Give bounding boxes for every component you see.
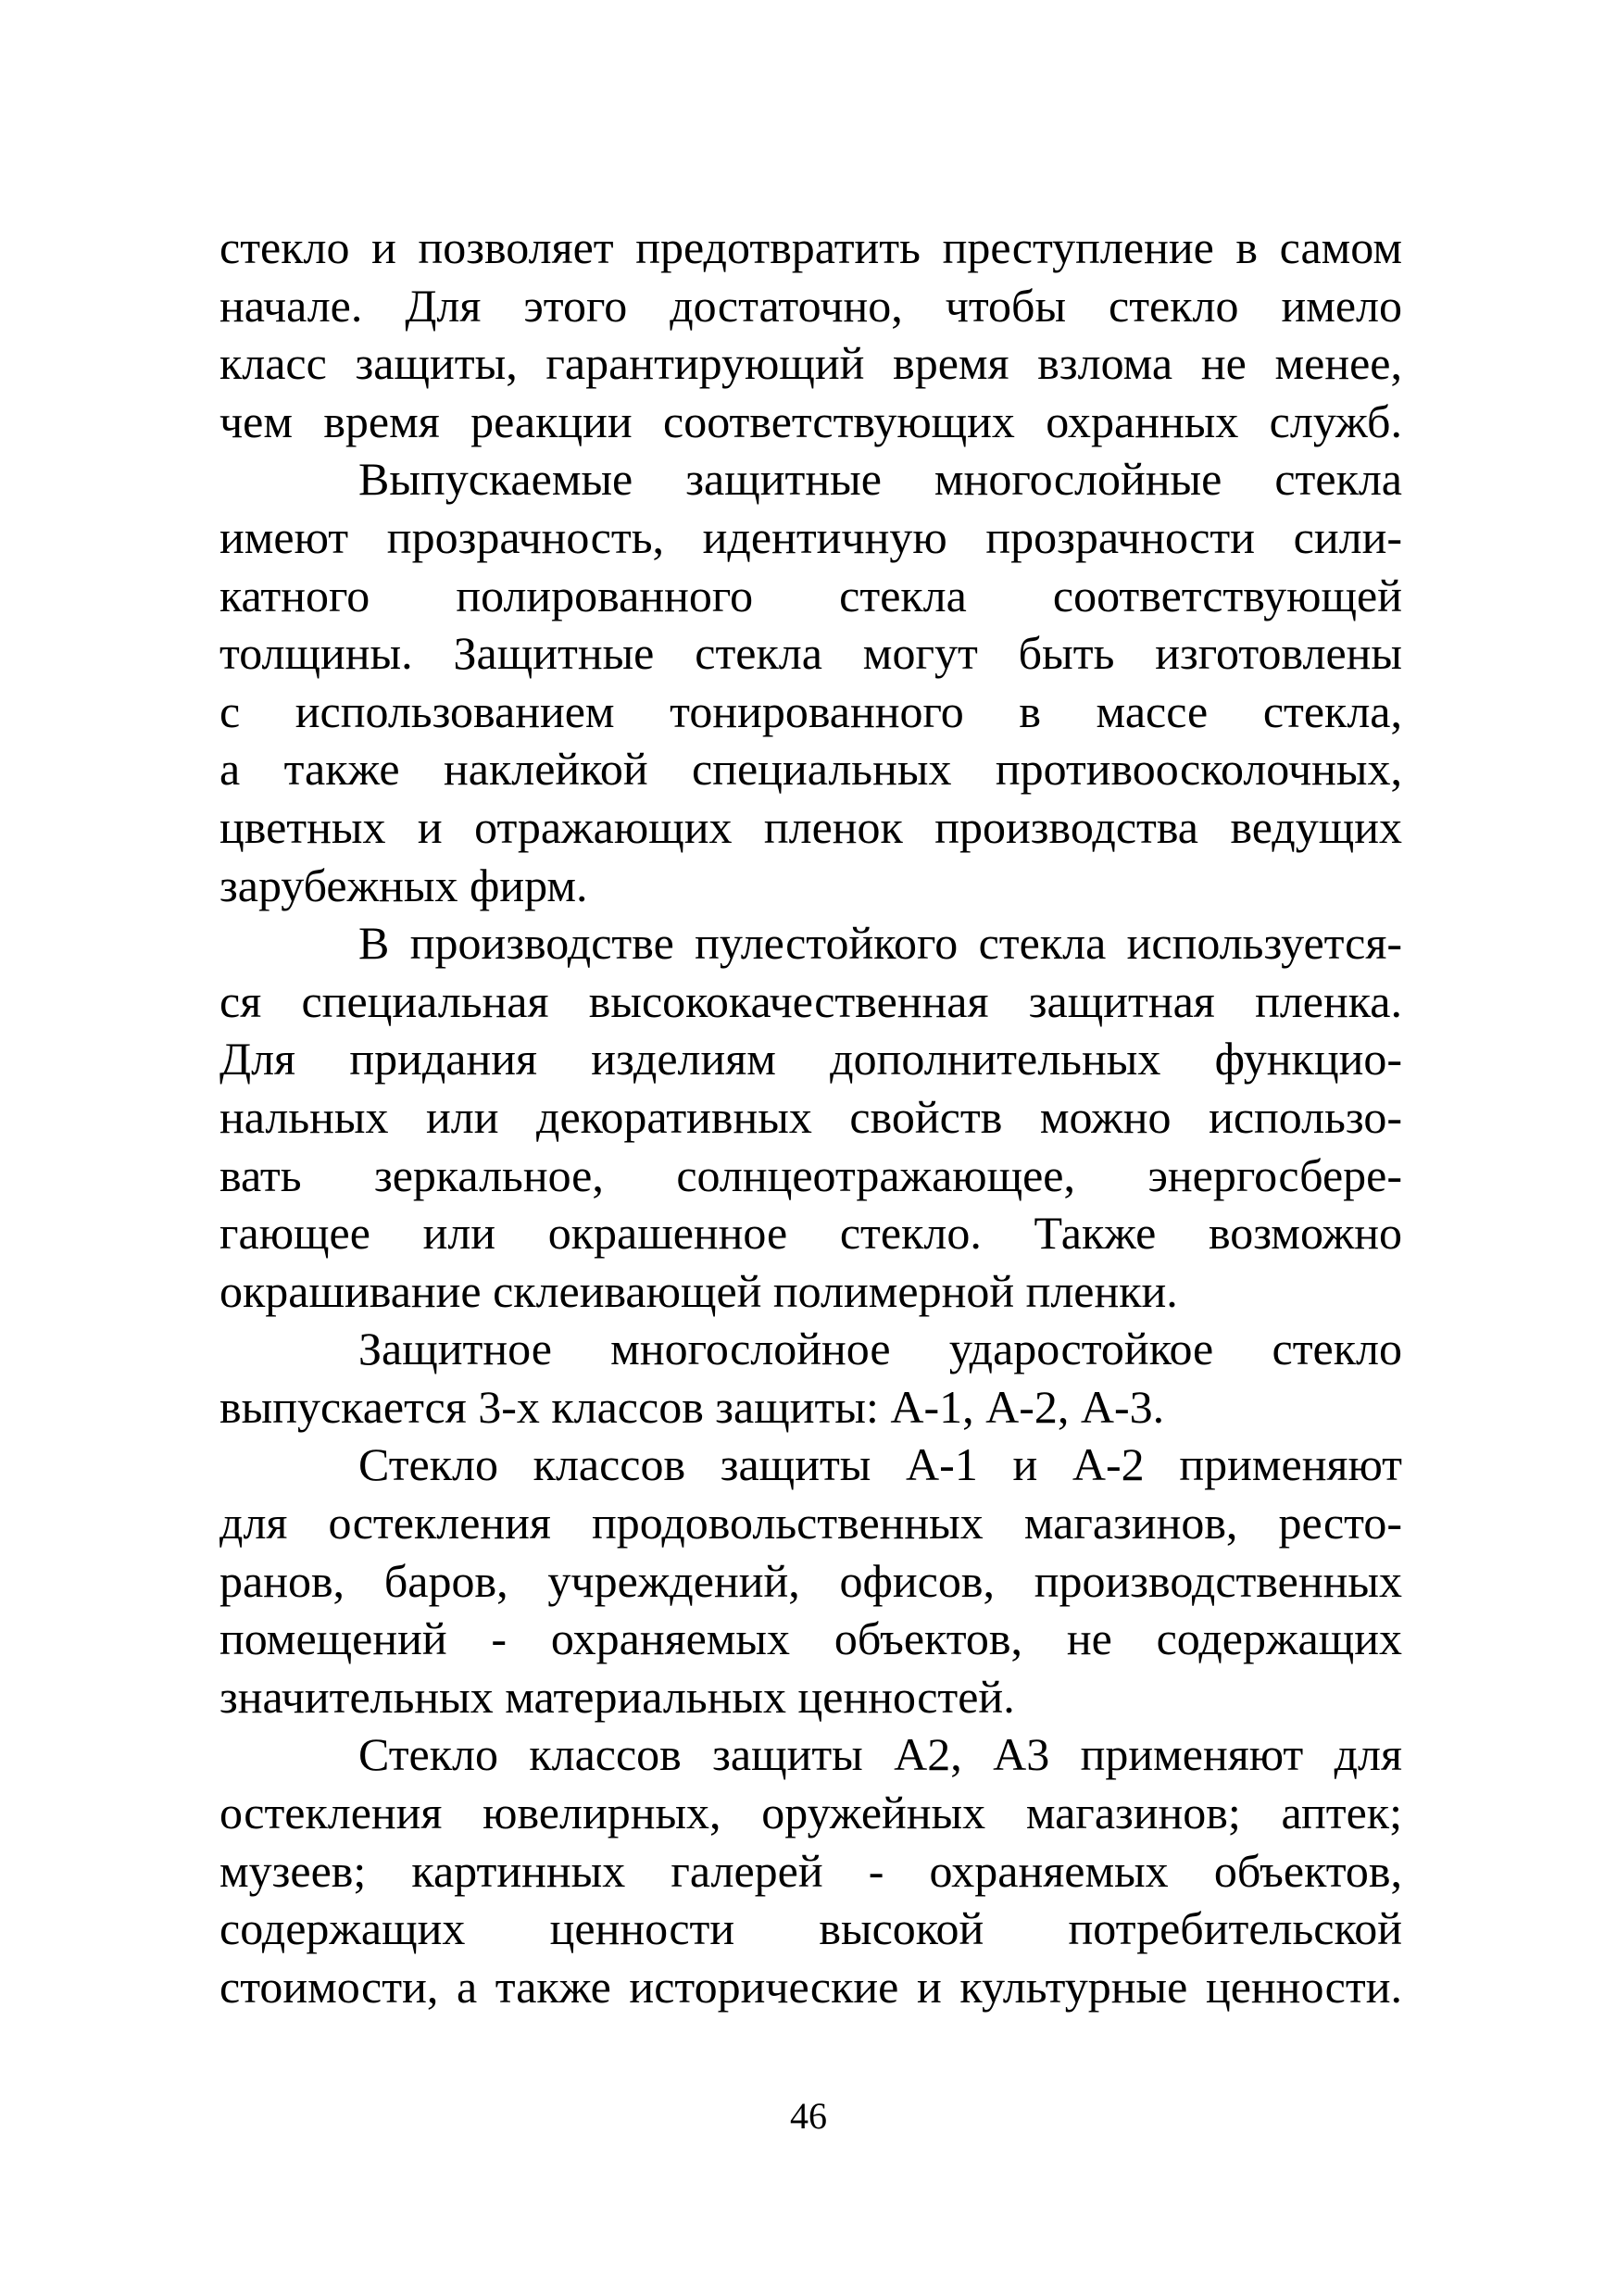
text-line: Выпускаемые защитные многослойные стекла bbox=[358, 453, 1402, 506]
body-text bbox=[219, 219, 1402, 2015]
text-line: гающее или окрашенное стекло. Также возможно bbox=[219, 1207, 1402, 1260]
text-line: цветных и отражающих пленок производства ведущих bbox=[219, 800, 1402, 853]
text-line: для остекления продовольственных магазинов, ресто- bbox=[219, 1497, 1402, 1549]
text-line: Стекло классов защиты А2, А3 применяют для bbox=[358, 1728, 1402, 1781]
text-line: стоимости, а также исторические и культурные ценности. bbox=[219, 1960, 1402, 2013]
text-line: толщины. Защитные стекла могут быть изготовлены bbox=[219, 627, 1402, 680]
text-line: Для придания изделиям дополнительных функцио- bbox=[219, 1033, 1402, 1085]
text-line: музеев; картинных галерей - охраняемых объектов, bbox=[219, 1844, 1402, 1897]
text-line: содержащих ценности высокой потребительской bbox=[219, 1902, 1402, 1955]
text-line: катного полированного стекла соответствующей bbox=[219, 569, 1402, 621]
text-line: Защитное многослойное ударостойкое стекло bbox=[358, 1323, 1402, 1375]
text-line: вать зеркальное, солнцеотражающее, энергосбере- bbox=[219, 1148, 1402, 1201]
text-line: начале. Для этого достаточно, чтобы стекло имело bbox=[219, 279, 1402, 332]
text-line: выпускается 3-х классов защиты: А-1, А-2, А-3. bbox=[219, 1380, 1165, 1433]
text-line: а также наклейкой специальных противоосколочных, bbox=[219, 743, 1402, 796]
text-line: класс защиты, гарантирующий время взлома не менее, bbox=[219, 337, 1402, 390]
text-line: чем время реакции соответствующих охранных служб. bbox=[219, 395, 1402, 447]
text-line: Стекло классов защиты А-1 и А-2 применяют bbox=[358, 1438, 1402, 1491]
text-line: стекло и позволяет предотвратить преступление в самом bbox=[219, 221, 1402, 273]
text-line: нальных или декоративных свойств можно использо- bbox=[219, 1090, 1402, 1143]
text-line: ранов, баров, учреждений, офисов, производственных bbox=[219, 1554, 1402, 1607]
text-line: окрашивание склеивающей полимерной пленки. bbox=[219, 1264, 1178, 1317]
text-line: остекления ювелирных, оружейных магазинов; аптек; bbox=[219, 1787, 1402, 1839]
page-number: 46 bbox=[790, 2095, 827, 2137]
text-line: В производстве пулестойкого стекла используется- bbox=[358, 917, 1402, 970]
text-line: имеют прозрачность, идентичную прозрачности сили- bbox=[219, 510, 1402, 563]
text-line: значительных материальных ценностей. bbox=[219, 1670, 1015, 1723]
text-line: с использованием тонированного в массе стекла, bbox=[219, 684, 1402, 737]
text-line: ся специальная высококачественная защитная пленка. bbox=[219, 974, 1402, 1027]
text-line: зарубежных фирм. bbox=[219, 859, 588, 911]
text-line: помещений - охраняемых объектов, не содержащих bbox=[219, 1612, 1402, 1665]
